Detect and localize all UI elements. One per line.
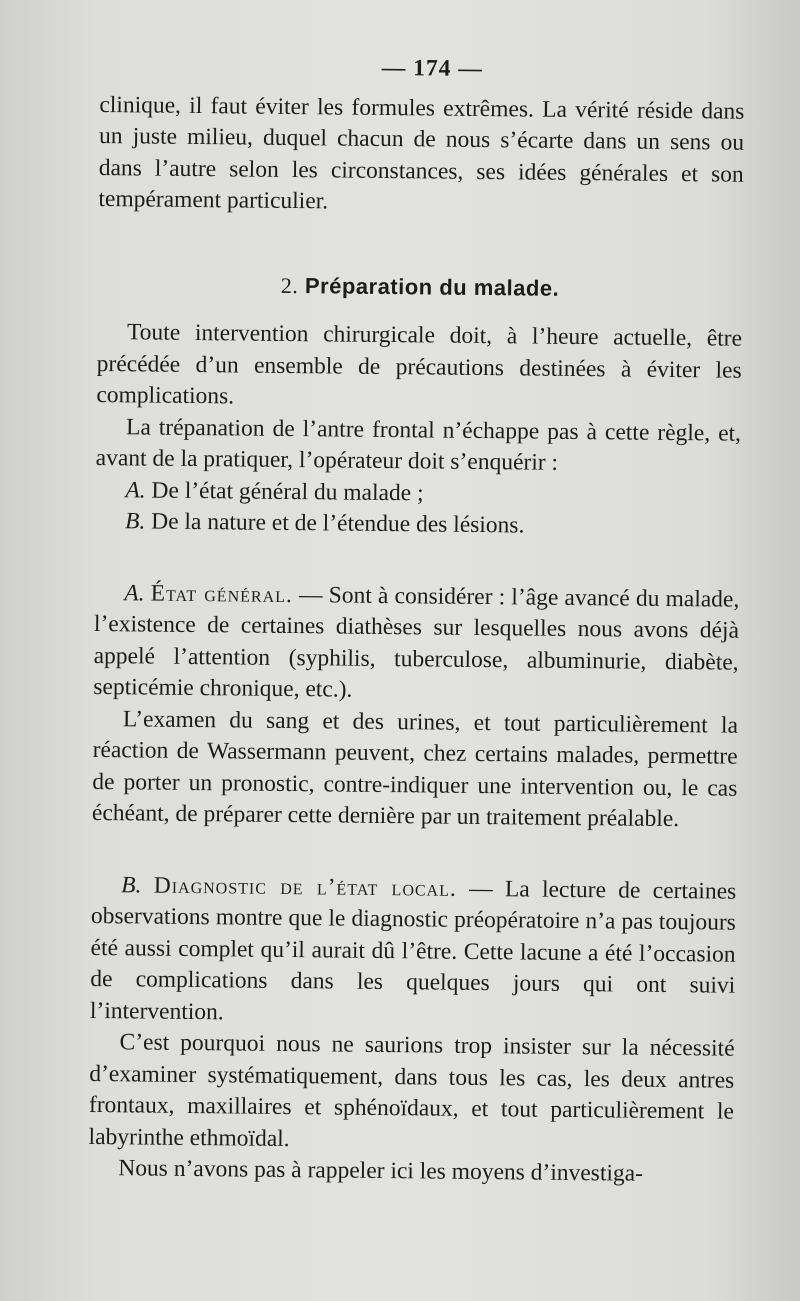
- section-a-letter: A.: [124, 579, 145, 606]
- section-b-paragraph: Nous n’avons pas à rappeler ici les moyens d’investiga-: [118, 1155, 644, 1187]
- section-b: [90, 869, 737, 1033]
- section-a: [93, 577, 739, 710]
- section-b-title: Diagnostic de l’état local.: [153, 872, 457, 902]
- list-item: [95, 506, 740, 544]
- section-heading: [97, 267, 742, 305]
- section-a-paragraph: L’examen du sang et des urines, et tout particulièrement la réaction de Wassermann peuvent, chez certains malades, permettre de porter un pronostic, contre-indiquer une intervention ou, le cas échéant, de préparer cette dernière par un traitement préalable.: [91, 705, 739, 833]
- section-a-title: État général.: [150, 580, 293, 608]
- paragraph: Toute intervention chirurgicale doit, à l’heure actuelle, être précédée d’un ensemble de précautions destinées à éviter les complications.: [96, 319, 743, 410]
- list-item-text: De l’état général du malade ;: [151, 477, 424, 506]
- section-a-dash: —: [298, 581, 323, 608]
- page-number: — 174 —: [381, 54, 483, 83]
- paragraph: La trépanation de l’antre frontal n’échappe pas à cette règle, et, avant de la pratiquer, l’opérateur doit s’enquérir :: [95, 413, 742, 476]
- section-b-paragraph: C’est pourquoi nous ne saurions trop insister sur la nécessité d’examiner systématiquement, dans tous les cas, les deux antres frontaux, maxillaires et sphénoïdaux, et tout particulièrement le labyrinthe ethmoïdal.: [88, 1029, 735, 1152]
- section-heading-title: Préparation du malade.: [304, 272, 560, 301]
- list-item-letter: B.: [124, 508, 146, 535]
- list-item-letter: A.: [125, 476, 146, 504]
- section-b-dash: —: [469, 875, 493, 902]
- section-a-text: Sont à considérer : l’âge avancé du malade, l’existence de certaines diathèses sur lesquelles nous avons déjà appelé l’attention (syphilis, tuberculose, albuminurie, diabète, septicémie chronique, etc.).: [93, 581, 740, 703]
- section-b-text: La lecture de certaines observations montre que le diagnostic préopératoire n’a pas toujours été aussi complet qu’il aurait dû l’être. Cette lacune a été l’occasion de complications dans les quelques jours qui ont suivi l’intervention.: [89, 875, 737, 1025]
- page-text: [88, 50, 745, 1191]
- list-item-text: De la nature et de l’étendue des lésions.: [151, 508, 525, 539]
- intro-paragraph: clinique, il faut éviter les formules extrêmes. La vérité réside dans un juste milieu, duquel chacun de nous s’écarte dans un sens ou dans l’autre selon les circonstances, ses idées générales et son tempérament particulier.: [98, 91, 745, 215]
- section-heading-number: 2.: [280, 272, 299, 298]
- section-b-letter: B.: [121, 871, 142, 898]
